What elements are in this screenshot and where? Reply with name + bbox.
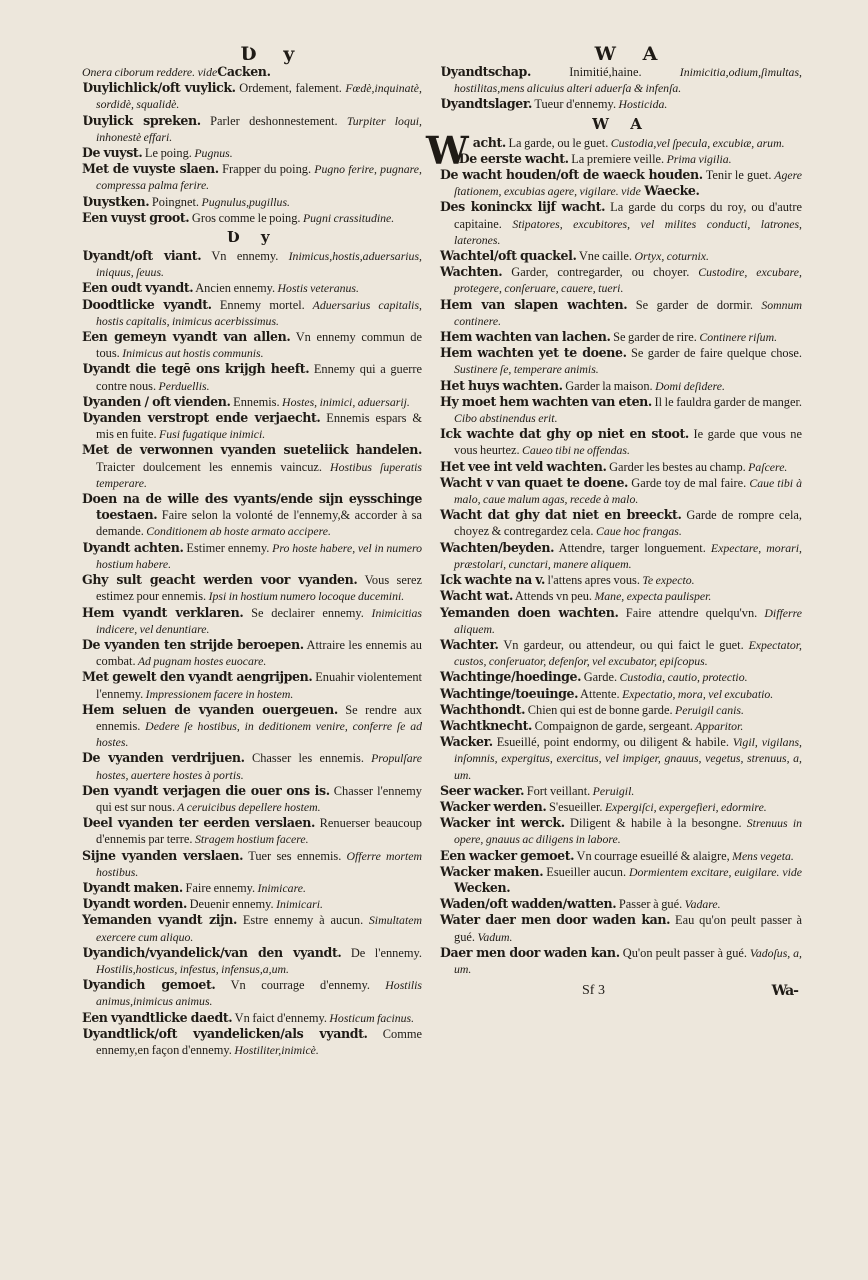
right-column [426,43,803,977]
latin-gloss: Fusi fugatique inimici. [156,427,266,442]
headword: Waden/oft wadden/watten. [440,896,617,912]
latin-gloss: Hosticum facinus. [326,1010,415,1025]
french-gloss: Garde de rompre cela, choyez & contregardez cela. [454,508,802,539]
dictionary-entry [440,329,802,345]
headword: Ick wachte dat ghy op niet en stoot. [440,426,689,442]
entry-list [82,248,422,1058]
dictionary-entry [440,64,802,96]
headword: Hem van slapen wachten. [440,296,628,312]
latin-gloss: Custodire, excubare, protegere, conſeruare, cauere, tueri. [454,265,802,296]
headword: Wachter. [440,636,499,652]
dictionary-entry [440,459,802,475]
french-gloss: Vn ennemy. [201,249,279,264]
french-gloss: Ordement, falement. [235,81,342,96]
headword: Ʋyandtslager. [440,96,532,112]
french-gloss: Tenir le guet. [702,168,772,183]
headword: Ʋyandt worden. [82,896,187,912]
headword: Een vyandtlicke daedt. [82,1009,233,1025]
catchword: Wa- [771,983,798,999]
latin-gloss: Hosticida. [616,97,668,112]
french-gloss: Ennemy qui a guerre contre nous. [96,362,422,393]
french-gloss: Garder les bestes au champ. [606,459,746,474]
cross-reference: Wecken. [454,879,511,895]
dictionary-entry [440,248,802,264]
left-column [82,44,422,1058]
headword: Ʋuylichlick/oft vuylick. [82,80,236,96]
french-gloss: Attends vn peu. [512,589,592,604]
latin-gloss: Prima vigilia. [664,151,732,166]
latin-gloss: Caue tibi à malo, caue malum agas, recede à malo. [454,475,802,507]
dictionary-entry [440,426,802,458]
headword: Ʋyandtschap. [440,64,531,79]
cross-reference: Waecke. [640,183,700,199]
latin-gloss: Dormientem excitare, euigilare. vide [626,864,802,879]
headword: Wacht v van quaet te doene. [440,474,629,490]
french-gloss: Esueiller aucun. [543,864,627,879]
french-gloss: Qu'on peult passer à gué. [619,945,748,960]
french-gloss: Ancien ennemy. [193,281,276,296]
dictionary-entry [82,572,422,604]
french-gloss: Attendre, targer longuement. [554,540,706,555]
french-gloss: Parler deshonnestement. [200,113,338,128]
headword: Het huys wachten. [440,377,563,393]
headword: Sijne vyanden verslaen. [82,847,244,863]
latin-gloss: Vadoſus, a, um. [454,945,803,976]
french-gloss: Traicter doulcement les ennemis vaincuz. [96,459,323,474]
headword: Des koninckx lijf wacht. [440,199,606,215]
latin-gloss: Simultatem exercere cum aliquo. [96,913,422,944]
headword: Wachtinge/toeuinge. [440,685,579,701]
french-gloss: Garder, contregarder, ou choyer. [502,265,690,280]
dictionary-entry [82,945,422,977]
latin-gloss: Pugno ferire, pugnare, compressa palma ferire. [96,162,422,193]
latin-gloss: Ipsi in hostium numero locoque ducemini. [206,589,405,604]
latin-gloss: Custodia,vel ſpecula, excubiæ, arum. [608,135,785,150]
latin-gloss: Peruigil. [590,783,635,798]
latin-gloss: Peruigil canis. [672,702,744,717]
french-gloss: l'attens apres vous. [544,573,640,588]
headword: Doodtlicke vyandt. [82,296,212,312]
dictionary-entry [82,410,422,442]
latin-gloss: Sustinere ſe, temperare animis. [454,362,599,377]
entry-list [440,151,802,977]
headword: Met gewelt den vyandt aengrijpen. [82,669,313,685]
french-gloss: Chasser les ennemis. [244,751,364,766]
headword: acht. [472,134,506,150]
dictionary-entry [440,896,802,912]
headword: Wacker maken. [440,863,544,879]
dictionary-entry [440,912,802,944]
dictionary-entry [440,702,802,718]
dictionary-entry [82,491,422,540]
latin-gloss: Perduellis. [156,378,210,393]
latin-gloss: Offerre mortem hostibus. [96,848,423,879]
latin-gloss: Mens vegeta. [729,848,794,863]
latin-gloss: Hostis veteranus. [275,281,359,296]
dictionary-entry [440,167,802,199]
dictionary-entry [82,540,422,572]
headword: Wachtinge/hoedinge. [440,669,582,685]
french-gloss: Gros comme le poing. [189,210,301,225]
headword: Wacker int werck. [440,815,565,831]
headword: Een wacker gemoet. [440,847,575,863]
headword: Ʋeel vyanden ter eerden verslaen. [82,815,316,831]
page-footer [440,983,802,1003]
french-gloss: Garde toy de mal faire. [628,475,747,490]
latin-gloss: Strenuus in opere, gnauus ac diligens in labore. [454,816,802,847]
headword: De vuyst. [82,145,143,161]
headword: Doen na de wille des vyants/ende sijn eysschinge toestaen. [82,491,422,523]
headword: Wachten. [440,264,503,280]
french-gloss: Garde. [581,670,618,685]
dictionary-entry [440,475,802,507]
latin-gloss: Ad pugnam hostes euocare. [135,654,267,669]
drop-cap: W [426,127,469,173]
latin-gloss: Inimicus,hostis,aduersarius, iniquus, ſeuus. [96,249,422,280]
headword: Ʋyandt maken. [82,879,183,895]
dictionary-entry [440,783,802,799]
headword: Hem wachten yet te doene. [440,345,627,361]
latin-gloss: Mane, expecta paulisper. [592,589,712,604]
french-gloss: Compaignon de garde, sergeant. [531,718,693,733]
dictionary-entry [82,161,422,193]
french-gloss: Estimer ennemy. [183,540,270,555]
dictionary-entry [82,912,422,944]
french-gloss: Inimitié,haine. [530,65,642,79]
french-gloss: Esueillé, point endormy, ou diligent & habile. [492,735,729,750]
dictionary-entry [82,248,422,280]
headword: Wachthondt. [440,701,526,717]
headword: Ʋyandtlick/oft vyandelicken/als vyandt. [82,1025,368,1041]
french-gloss: Fort veillant. [524,783,591,798]
french-gloss: Enuahir violentement l'ennemy. [96,670,422,701]
latin-gloss: Inimicitias indicere, vel denuntiare. [96,605,422,636]
dictionary-entry [440,540,802,572]
french-gloss: Eau qu'on peult passer à gué. [454,913,802,944]
dictionary-entry [440,605,802,637]
headword: Wacht dat ghy dat niet en breeckt. [440,507,682,523]
dictionary-entry [440,297,802,329]
headword: Ʋyandt die tegē ons krijgh heeft. [82,361,310,377]
dictionary-entry [440,345,802,377]
french-gloss: La garde, ou le guet. [505,135,609,150]
headword: Een vuyst groot. [82,209,190,225]
headword: Ʋyanden / oft vienden. [82,393,231,409]
dictionary-entry [82,1010,422,1026]
french-gloss: Vn faict d'ennemy. [232,1010,327,1025]
latin-gloss: Inimicari. [273,897,323,912]
dictionary-entry [440,686,802,702]
dictionary-entry [82,210,422,226]
headword: Ʋuylick spreken. [82,112,201,128]
latin-gloss: Propulſare hostes, auertere hostes à portis. [96,751,422,782]
dictionary-entry [440,378,802,394]
latin-gloss: A ceruicibus depellere hostem. [175,799,321,814]
dictionary-entry [82,750,422,782]
latin-gloss: Fœdè,inquinatè, sordidè, squalidè. [96,81,422,112]
french-gloss: Vous serez estimez pour ennemis. [96,573,423,604]
french-gloss: Comme ennemy,en façon d'ennemy. [96,1026,422,1057]
latin-gloss: Caue hoc frangas. [593,524,682,539]
latin-gloss: Inimicare. [255,880,306,895]
latin-gloss: Dedere ſe hostibus, in deditionem venire, conferre ſe ad hostes. [96,718,422,750]
dictionary-entry [440,718,802,734]
french-gloss: Vn gardeur, ou attendeur, ou qui faict le guet. [498,637,744,652]
french-gloss: Frapper du poing. [218,162,312,177]
dictionary-entry [82,394,422,410]
french-gloss: Deuenir ennemy. [187,897,274,912]
headword: Water daer men door waden kan. [440,912,671,928]
latin-gloss: Differre aliquem. [454,605,802,636]
headword: Het vee int veld wachten. [440,458,607,474]
french-gloss: Poingnet. [149,194,200,209]
french-gloss: Vn ennemy commun de tous. [96,330,423,361]
latin-gloss: Pro hoste habere, vel in numero hostium habere. [96,540,423,571]
dictionary-entry [440,151,802,167]
latin-gloss: Hostilis,hosticus, infestus, infensus,a,um. [96,961,290,976]
french-gloss: Tuer ses ennemis. [243,848,342,863]
french-gloss: Se rendre aux ennemis. [96,702,422,733]
latin-gloss: Ortyx, coturnix. [632,249,709,264]
french-gloss: Chasser l'ennemy qui est sur nous. [96,783,422,814]
headword: Seer wacker. [440,782,525,798]
dictionary-entry [440,394,802,426]
dictionary-entry [440,945,802,977]
headword: Ghy sult geacht werden voor vyanden. [82,572,358,588]
section-heading: W A [592,114,650,133]
french-gloss: Se garder de dormir. [627,297,754,312]
french-gloss: Attraire les ennemis au combat. [96,637,422,669]
french-gloss: Il le fauldra garder de manger. [651,394,803,409]
dictionary-entry [82,80,422,112]
headword: Wacht wat. [440,588,513,604]
latin-gloss: Vadare. [682,897,721,912]
column-header: W A [594,43,668,65]
headword: Met de vuyste slaen. [82,161,219,177]
latin-gloss: Hostibus ſuperatis temperare. [96,459,422,490]
dictionary-entry [82,361,422,393]
headword: Hem vyandt verklaren. [82,604,244,620]
latin-gloss: Expectator, custos, conſeruator, defenſor, vel excubator, epiſcopus. [454,637,802,669]
latin-gloss: Expergiſci, expergefieri, edormire. [602,799,767,814]
dictionary-entry [82,848,422,880]
latin-gloss: Expectatio, mora, vel excubatio. [619,686,774,701]
dictionary-entry [440,588,802,604]
latin-gloss: Cibo abstinendus erit. [454,411,558,426]
headword: Een gemeyn vyandt van allen. [82,329,291,345]
latin-gloss: Continere riſum. [696,330,778,345]
latin-gloss: Pugni crassitudine. [300,210,395,225]
headword: Yemanden vyandt zijn. [82,912,237,928]
headword: Wachten/beyden. [440,539,555,555]
dictionary-entry [440,669,802,685]
latin-gloss: Te expecto. [639,573,695,588]
latin-gloss: Stipatores, excubitores, vel milites conducti, latrones, laterones. [454,216,802,247]
latin-gloss: Hostes, inimici, aduersarij. [279,394,410,409]
dictionary-entry [82,702,422,751]
dictionary-entry [82,896,422,912]
french-gloss: Vn courrage esueillé & alaigre, [574,848,730,863]
dictionary-entry [82,113,422,145]
latin-gloss: Caueo tibi ne offendas. [519,443,630,458]
headword: Ʋyandich/vyandelick/van den vyandt. [82,944,342,960]
french-gloss: Estre ennemy à aucun. [236,913,364,928]
latin-gloss: Custodia, cautio, protectio. [617,670,748,685]
latin-gloss: Impressionem facere in hostem. [143,686,294,701]
headword: Ick wachte na v. [440,572,545,588]
dictionary-entry [82,280,422,296]
headword: Hem wachten van lachen. [440,329,611,345]
french-gloss: Chien qui est de bonne garde. [525,702,673,717]
headword: De vyanden ten strijde beroepen. [82,636,304,652]
dictionary-entry [440,572,802,588]
dictionary-entry [440,864,802,896]
dictionary-entry [82,977,422,1009]
headword: Wachtknecht. [440,717,532,733]
latin-gloss: Pugnulus,pugillus. [199,194,290,209]
dictionary-entry [82,637,422,669]
dictionary-entry [440,264,802,296]
latin-gloss: Vadum. [475,929,513,944]
dictionary-entry [440,815,802,847]
latin-gloss: Apparitor. [692,718,744,733]
latin-gloss: Somnum continere. [454,297,802,328]
dictionary-entry [82,669,422,701]
french-gloss: Ennemy mortel. [211,297,305,312]
latin-gloss: Expectare, morari, præstolari, cunctari, manere aliquem. [454,540,802,571]
dictionary-entry [82,329,422,361]
headword: Daer men door waden kan. [440,944,620,960]
french-gloss: Attente. [578,686,620,701]
dictionary-entry [82,783,422,815]
dictionary-entry [82,442,422,491]
french-gloss: S'esueiller. [546,799,603,814]
headword: Den vyandt verjagen die ouer ons is. [82,782,330,798]
french-gloss: Renuerser beaucoup d'ennemis par terre. [96,816,422,847]
dictionary-entry [440,199,802,248]
headword: Ʋyandich gemoet. [82,977,216,993]
latin-gloss: Hostiliter,inimicè. [231,1042,319,1057]
headword: Hy moet hem wachten van eten. [440,393,652,409]
latin-gloss: Conditionem ab hoste armato accipere. [143,524,331,539]
latin-gloss: Agere ſtationem, excubias agere, vigilare. vide [454,168,802,199]
dictionary-entry [440,96,802,112]
latin-gloss: Stragem hostium facere. [192,832,309,847]
french-gloss: Passer à gué. [616,897,683,912]
headword: Een oudt vyandt. [82,280,194,296]
french-gloss: La premiere veille. [568,151,665,166]
dictionary-entry [440,637,802,669]
latin-gloss: Onera ciborum reddere. vide [82,65,218,79]
headword: De wacht houden/oft de waeck houden. [440,167,703,183]
french-gloss: Tueur d'ennemy. [531,97,617,112]
dictionary-entry [82,145,422,161]
latin-gloss: Turpiter loqui, inhonestè effari. [96,113,422,144]
french-gloss: Se garder de faire quelque chose. [626,346,802,361]
dictionary-entry [440,799,802,815]
french-gloss: Le poing. [142,146,192,161]
french-gloss: Vn courrage d'ennemy. [215,978,370,993]
entry-list [440,64,802,113]
french-gloss: Ennemis. [230,394,280,409]
cross-reference: Cacken. [217,64,271,79]
signature-mark: Sf 3 [582,983,605,998]
headword: De vyanden verdrijuen. [82,750,245,766]
french-gloss: La garde du corps du roy, ou d'autre capitaine. [454,200,802,231]
headword: Ʋyandt achten. [82,539,184,555]
headword: Wacker. [440,734,493,750]
dictionary-entry [440,848,802,864]
dictionary-entry [82,1026,422,1058]
headword: Wacker werden. [440,798,547,814]
latin-gloss: Hostilis animus,inimicus animus. [96,978,422,1009]
latin-gloss: Domi deſidere. [652,378,725,393]
latin-gloss: Vigil, vigilans, inſomnis, expergitus, exercitus, vel impiger, gnauus, vegetus, strenuus, a, um. [454,735,803,782]
dictionary-entry [82,297,422,329]
french-gloss: Diligent & habile à la besongne. [564,816,742,831]
dictionary-entry [82,64,422,80]
headword: Yemanden doen wachten. [440,604,619,620]
french-gloss: Faire attendre quelqu'vn. [618,605,758,620]
dictionary-entry [440,507,802,539]
french-gloss: Se declairer ennemy. [243,605,364,620]
headword: Ʋyanden verstropt ende verjaecht. [82,410,321,426]
french-gloss: Se garder de rire. [610,330,697,345]
dictionary-entry [82,880,422,896]
entry-list [82,64,422,226]
french-gloss: Vne caille. [576,249,633,264]
french-gloss: De l'ennemy. [341,945,422,960]
french-gloss: Faire ennemy. [182,880,256,895]
latin-gloss: Aduersarius capitalis, hostis capitalis, inimicus acerbissimus. [96,297,422,328]
dictionary-entry [440,734,802,783]
french-gloss: Faire selon la volonté de l'ennemy,& accorder à sa demande. [96,508,422,539]
latin-gloss: Inimicitia,odium,ſimultas, hostilitas,mens alicuius alteri aduerſa & infenſa. [454,65,802,96]
section-heading: Ʋ y [226,228,278,247]
latin-gloss: Inimicus aut hostis communis. [119,346,264,361]
dictionary-entry [82,605,422,637]
latin-gloss: Pugnus. [191,146,233,161]
headword: Wachtel/oft quackel. [440,248,577,264]
headword: Met de verwonnen vyanden sueteliick handelen. [82,442,422,458]
latin-gloss: Paſcere. [745,459,788,474]
headword: Ʋyandt/oft viant. [82,248,202,264]
french-gloss: Ennemis espars & mis en fuite. [96,411,422,442]
column-header: Ʋ y [239,43,305,65]
french-gloss: Garder la maison. [562,378,653,393]
headword: Hem seluen de vyanden ouergeuen. [82,701,338,717]
headword: Ʋuystken. [82,193,150,209]
french-gloss: Ie garde que vous ne vous heurtez. [454,427,802,458]
headword: De eerste wacht. [458,150,569,166]
dictionary-entry [82,194,422,210]
dictionary-entry [82,815,422,847]
